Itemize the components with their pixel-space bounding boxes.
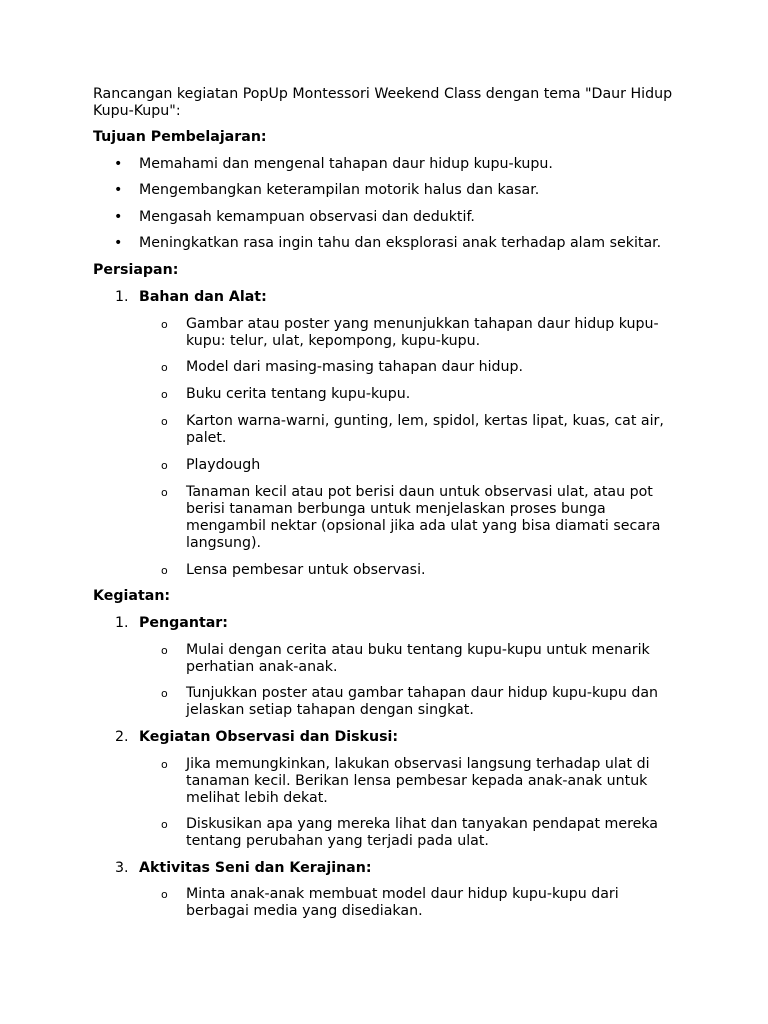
circle-bullet-icon: o: [161, 415, 168, 428]
bullet-icon: •: [114, 209, 123, 225]
circle-bullet-icon: o: [161, 388, 168, 401]
circle-bullet-icon: o: [161, 888, 168, 901]
bullet-icon: •: [114, 235, 123, 251]
circle-bullet-icon: o: [161, 564, 168, 577]
circle-bullet-icon: o: [161, 486, 168, 499]
circle-bullet-icon: o: [161, 459, 168, 472]
circle-bullet-icon: o: [161, 361, 168, 374]
bullet-icon: •: [114, 156, 123, 172]
circle-bullet-icon: o: [161, 644, 168, 657]
heading-persiapan: Persiapan:: [93, 262, 179, 278]
circle-bullet-icon: o: [161, 318, 168, 331]
circle-bullet-icon: o: [161, 687, 168, 700]
circle-bullet-icon: o: [161, 758, 168, 771]
heading-tujuan: Tujuan Pembelajaran:: [93, 129, 267, 145]
document-intro: Rancangan kegiatan PopUp Montessori Weekend Class dengan tema "Daur Hidup Kupu-Kupu":: [93, 86, 673, 119]
heading-kegiatan: Kegiatan:: [93, 588, 171, 604]
document-page: Rancangan kegiatan PopUp Montessori Weekend Class dengan tema "Daur Hidup Kupu-Kupu": Tujuan Pembelajaran: • Memahami dan mengenal tahapan daur hidup kupu-kupu. • Mengembangkan keterampilan motorik halus dan kasar. • Mengasah kemampuan observasi dan deduktif. • Meningkatkan rasa ingin tahu dan eksplorasi anak terhadap alam sekitar. Persiapan: 1. Bahan dan Alat: o Gambar atau poster yang menunjukkan tahapan daur hidup kupu-kupu: telur, ulat, kepompong, kupu-kupu. o Model dari masing-masing tahapan daur hidup. o Buku cerita tentang kupu-kupu. o Karton warna-warni, gunting, lem, spidol, kertas lipat, kuas, cat air, palet. o Playdough o Tanaman kecil atau pot berisi daun untuk observasi ulat, atau pot berisi tanaman berbunga untuk menjelaskan proses bunga mengambil nektar (opsional jika ada ulat yang bisa diamati secara langsung). o Lensa pembesar untuk observasi. Kegiatan: 1. Pengantar: o Mulai dengan cerita atau buku tentang kupu-kupu untuk menarik perhatian anak-anak. o Tunjukkan poster atau gambar tahapan daur hidup kupu-kupu dan jelaskan setiap tahapan dengan singkat. 2. Kegiatan Observasi dan Diskusi: o Jika memungkinkan, lakukan observasi langsung terhadap ulat di tanaman kecil. Berikan lensa pembesar kepada anak-anak untuk melihat lebih dekat. o Diskusikan apa yang mereka lihat dan tanyakan pendapat mereka tentang perubahan yang terjadi pada ulat. 3. Aktivitas Seni dan Kerajinan: o Minta anak-anak membuat model daur hidup kupu-kupu dari berbagai media yang disediakan.: [0, 0, 768, 1024]
circle-bullet-icon: o: [161, 818, 168, 831]
bullet-icon: •: [114, 182, 123, 198]
